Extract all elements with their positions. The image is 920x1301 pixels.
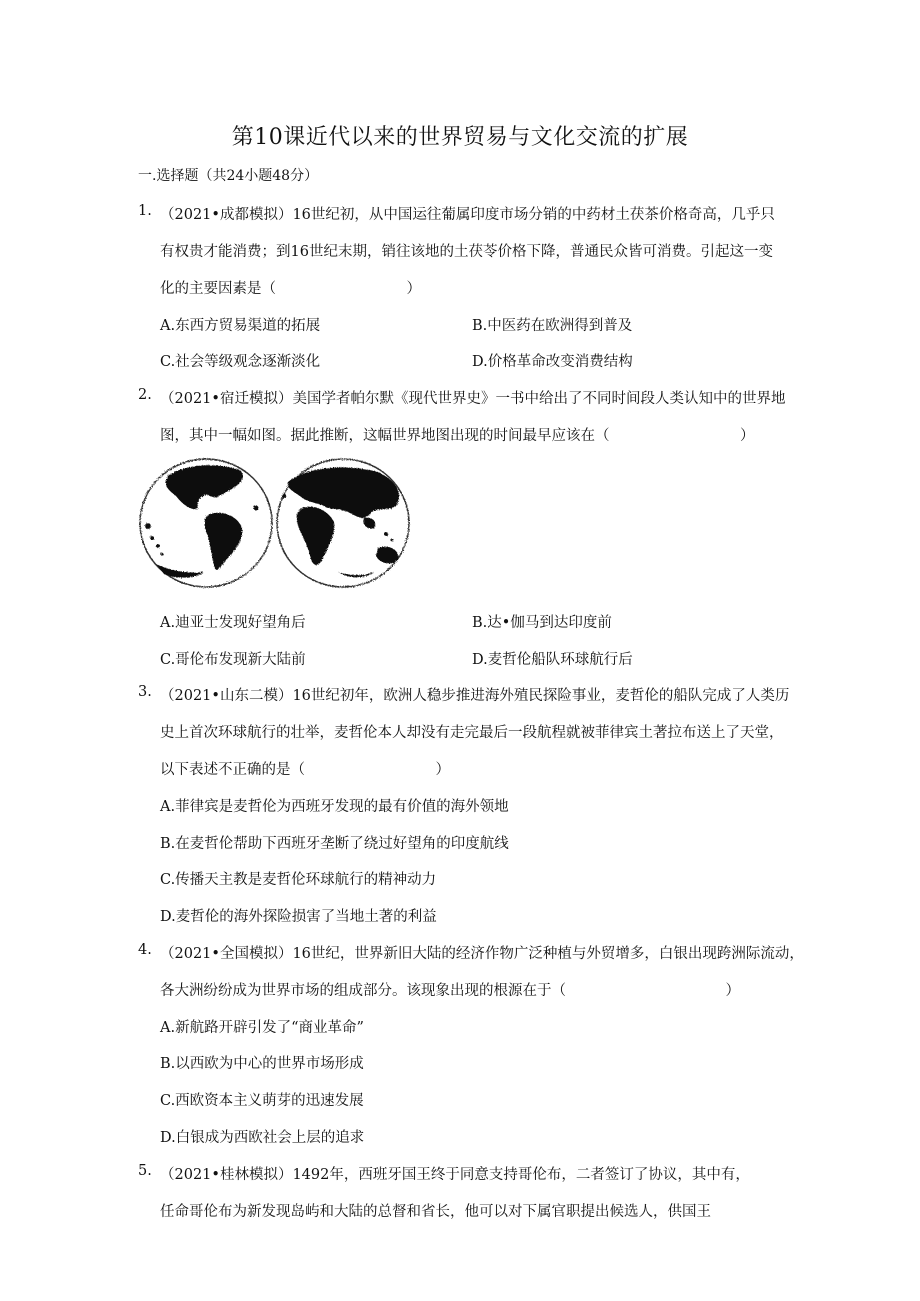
option-a: A.新航路开辟引发了“商业革命” bbox=[160, 1020, 364, 1036]
question-text-line: 以下表述不正确的是（ ） bbox=[160, 762, 450, 778]
western-hemisphere bbox=[140, 459, 272, 587]
question-number: 2. bbox=[138, 387, 152, 403]
question-text-line: 图，其中一幅如图。据此推断，这幅世界地图出现的时间最早应该在（ ） bbox=[160, 428, 755, 444]
question-text-line: 化的主要因素是（ ） bbox=[160, 281, 421, 297]
option-d: D.麦哲伦船队环球航行后 bbox=[472, 652, 633, 668]
question-text-line: 史上首次环球航行的壮举，麦哲伦本人却没有走完最后一段航程就被菲律宾土著拉布送上了天堂， bbox=[160, 725, 784, 741]
option-d: D.麦哲伦的海外探险损害了当地土著的利益 bbox=[160, 909, 437, 925]
option-a: A.迪亚士发现好望角后 bbox=[160, 615, 306, 631]
question-text-line: （2021•宿迁模拟）美国学者帕尔默《现代世界史》一书中给出了不同时间段人类认知中的世界地 bbox=[160, 391, 786, 407]
question-number: 4. bbox=[138, 942, 152, 958]
question-text-line: （2021•山东二模）16世纪初年，欧洲人稳步推进海外殖民探险事业，麦哲伦的船队完成了人类历 bbox=[160, 688, 790, 704]
option-c: C.西欧资本主义萌芽的迅速发展 bbox=[160, 1093, 364, 1109]
question-text-line: 有权贵才能消费；到16世纪末期，销往该地的土茯苓价格下降，普通民众皆可消费。引起这一变 bbox=[160, 244, 773, 260]
option-c: C.传播天主教是麦哲伦环球航行的精神动力 bbox=[160, 872, 437, 888]
section-heading: 一.选择题（共24小题48分） bbox=[138, 168, 319, 184]
eastern-hemisphere bbox=[277, 459, 409, 587]
question-text-line: 任命哥伦布为新发现岛屿和大陆的总督和省长，他可以对下属官职提出候选人，供国王 bbox=[160, 1204, 711, 1220]
option-d: D.价格革命改变消费结构 bbox=[472, 354, 633, 370]
page-title: 第10课近代以来的世界贸易与文化交流的扩展 bbox=[231, 125, 689, 150]
question-text-line: （2021•成都模拟）16世纪初，从中国运往葡属印度市场分销的中药材土茯茶价格奇高，几乎只 bbox=[160, 207, 775, 223]
question-text-line: 各大洲纷纷成为世界市场的组成部分。该现象出现的根源在于（ ） bbox=[160, 983, 740, 999]
question-number: 5. bbox=[138, 1163, 152, 1179]
option-a: A.菲律宾是麦哲伦为西班牙发现的最有价值的海外领地 bbox=[160, 799, 509, 815]
option-b: B.达•伽马到达印度前 bbox=[472, 615, 612, 631]
option-c: C.哥伦布发现新大陆前 bbox=[160, 652, 306, 668]
world-map-figure bbox=[138, 456, 413, 591]
option-a: A.东西方贸易渠道的拓展 bbox=[160, 318, 321, 334]
option-c: C.社会等级观念逐渐淡化 bbox=[160, 354, 321, 370]
question-text-line: （2021•全国模拟）16世纪，世界新旧大陆的经济作物广泛种植与外贸增多，白银出现跨洲际流动， bbox=[160, 946, 804, 962]
question-number: 3. bbox=[138, 684, 152, 700]
option-d: D.白银成为西欧社会上层的追求 bbox=[160, 1130, 365, 1146]
question-text-line: （2021•桂林模拟）1492年，西班牙国王终于同意支持哥伦布，二者签订了协议，其中有， bbox=[160, 1167, 750, 1183]
question-number: 1. bbox=[138, 203, 152, 219]
option-b: B.在麦哲伦帮助下西班牙垄断了绕过好望角的印度航线 bbox=[160, 836, 509, 852]
option-b: B.以西欧为中心的世界市场形成 bbox=[160, 1056, 364, 1072]
option-b: B.中医药在欧洲得到普及 bbox=[472, 318, 633, 334]
